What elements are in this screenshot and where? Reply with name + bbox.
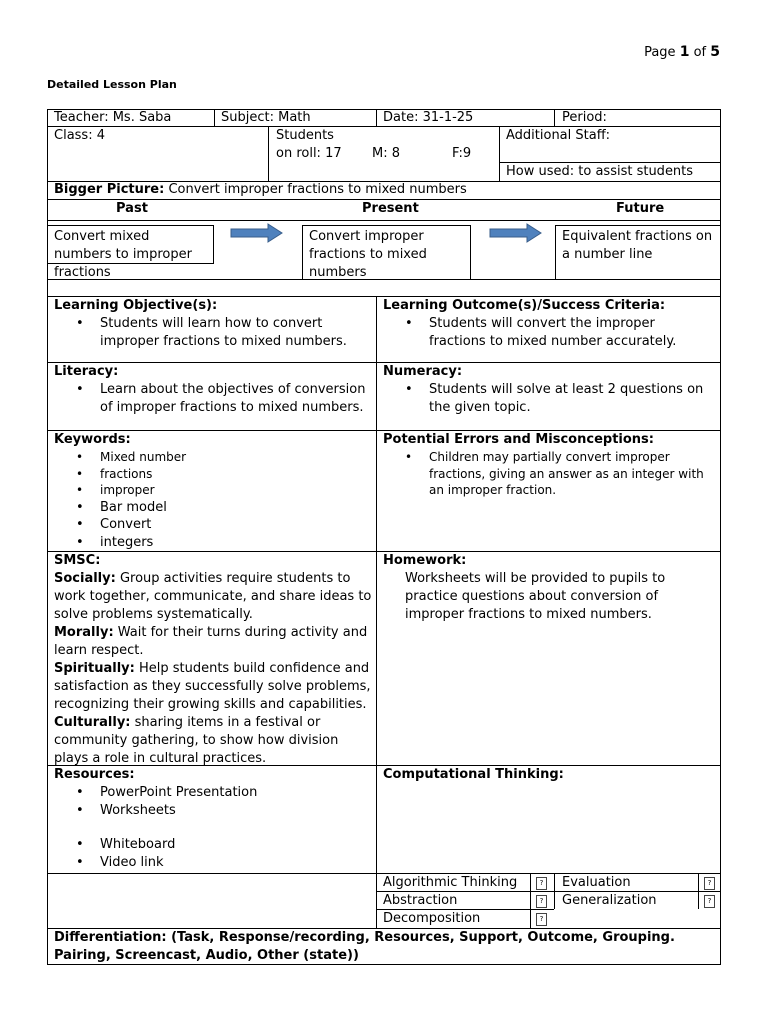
resources-heading: Resources: bbox=[54, 767, 135, 782]
subject-cell: Subject: Math bbox=[221, 110, 311, 125]
decomposition-checkbox[interactable]: ? bbox=[536, 913, 547, 926]
keyword-item: • Convert bbox=[54, 516, 372, 534]
learning-outcomes-heading: Learning Outcome(s)/Success Criteria: bbox=[383, 298, 666, 313]
future-box: Equivalent fractions on a number line bbox=[555, 225, 721, 280]
resources-cell bbox=[54, 766, 372, 872]
future-label: Future bbox=[616, 201, 665, 216]
generalization-checkbox[interactable]: ? bbox=[704, 895, 715, 908]
computational-heading: Computational Thinking: bbox=[383, 767, 564, 782]
homework-cell bbox=[383, 552, 715, 624]
abstraction-checkbox[interactable]: ? bbox=[536, 895, 547, 908]
error-item: • Children may partially convert improper fractions, giving an answer as an integer with an improper fraction. bbox=[383, 449, 715, 499]
smsc-socially-text: Group activities require students to work together, communicate, and share ideas to solve problems systematically. bbox=[54, 571, 372, 622]
bigger-picture-row bbox=[54, 181, 467, 199]
keyword-item: • fractions bbox=[54, 466, 372, 483]
smsc-morally-label: Morally: bbox=[54, 625, 114, 640]
smsc-spiritually-label: Spiritually: bbox=[54, 661, 135, 676]
learning-objective-item: • Students will learn how to convert improper fractions to mixed numbers. bbox=[54, 315, 372, 351]
page-of: of bbox=[693, 45, 707, 60]
resource-item: • Video link bbox=[54, 854, 372, 872]
errors-cell bbox=[383, 431, 715, 499]
numeracy-item: • Students will solve at least 2 questions on the given topic. bbox=[383, 381, 715, 417]
homework-text: Worksheets will be provided to pupils to practice questions about conversion of improper fractions to mixed numbers. bbox=[405, 571, 666, 622]
keyword-item: • integers bbox=[54, 534, 372, 552]
differentiation-cell: Differentiation: (Task, Response/recording, Resources, Support, Outcome, Grouping. Pairing, Screencast, Audio, Other (state)) bbox=[54, 930, 675, 963]
algorithmic-thinking-label: Algorithmic Thinking bbox=[383, 875, 518, 890]
teacher-cell: Teacher: Ms. Saba bbox=[54, 110, 172, 125]
smsc-culturally-label: Culturally: bbox=[54, 715, 131, 730]
smsc-spiritually bbox=[54, 660, 372, 714]
period-cell: Period: bbox=[562, 110, 607, 125]
students-on-roll-label-1: Students bbox=[276, 128, 334, 143]
page-total: 5 bbox=[710, 44, 720, 60]
page-label: Page bbox=[644, 45, 676, 60]
learning-objectives-cell bbox=[54, 297, 372, 351]
keyword-item: • Mixed number bbox=[54, 449, 372, 466]
resource-item: • Worksheets bbox=[54, 802, 372, 820]
present-label: Present bbox=[362, 201, 419, 216]
arrow-right-icon-2 bbox=[489, 223, 543, 243]
present-box: Convert improper fractions to mixed numbers bbox=[302, 225, 471, 280]
evaluation-label: Evaluation bbox=[562, 875, 631, 890]
keywords-heading: Keywords: bbox=[54, 432, 131, 447]
class-cell: Class: 4 bbox=[54, 128, 105, 143]
numeracy-heading: Numeracy: bbox=[383, 364, 463, 379]
smsc-socially bbox=[54, 570, 372, 624]
decomposition-label: Decomposition bbox=[383, 911, 481, 926]
page-number bbox=[644, 44, 720, 60]
bigger-picture-label: Bigger Picture: bbox=[54, 182, 165, 197]
learning-outcomes-cell bbox=[383, 297, 715, 351]
literacy-item: • Learn about the objectives of conversion of improper fractions to mixed numbers. bbox=[54, 381, 372, 417]
errors-heading: Potential Errors and Misconceptions: bbox=[383, 432, 654, 447]
arrow-right-icon-1 bbox=[230, 223, 284, 243]
smsc-heading: SMSC: bbox=[54, 553, 101, 568]
resource-item: • Whiteboard bbox=[54, 836, 372, 854]
keyword-item: • improper bbox=[54, 482, 372, 499]
document-title: Detailed Lesson Plan bbox=[47, 78, 177, 91]
literacy-heading: Literacy: bbox=[54, 364, 119, 379]
learning-objectives-heading: Learning Objective(s): bbox=[54, 298, 218, 313]
students-on-roll-label-2: on roll: 17 bbox=[276, 146, 342, 161]
smsc-cell bbox=[54, 552, 372, 768]
keyword-item: • Bar model bbox=[54, 499, 372, 517]
evaluation-checkbox[interactable]: ? bbox=[704, 877, 715, 890]
smsc-socially-label: Socially: bbox=[54, 571, 116, 586]
how-used-cell: How used: to assist students bbox=[506, 164, 694, 179]
homework-heading: Homework: bbox=[383, 553, 467, 568]
female-count: F:9 bbox=[452, 146, 472, 161]
smsc-morally-text: Wait for their turns during activity and learn respect. bbox=[54, 625, 368, 658]
resource-item: • PowerPoint Presentation bbox=[54, 784, 372, 802]
abstraction-label: Abstraction bbox=[383, 893, 458, 908]
past-box: Convert mixed numbers to improper fractions bbox=[47, 225, 214, 264]
date-cell: Date: 31-1-25 bbox=[383, 110, 474, 125]
smsc-spiritually-text: Help students build confidence and satisfaction as they successfully solve problems, recognizing their growing skills and capabilities. bbox=[54, 661, 371, 712]
bigger-picture-text: Convert improper fractions to mixed numbers bbox=[164, 182, 467, 197]
past-label: Past bbox=[116, 201, 148, 216]
male-count: M: 8 bbox=[372, 146, 400, 161]
additional-staff-cell: Additional Staff: bbox=[506, 128, 611, 143]
literacy-cell bbox=[54, 363, 372, 417]
page-current: 1 bbox=[679, 44, 690, 60]
generalization-label: Generalization bbox=[562, 893, 657, 908]
learning-outcome-item: • Students will convert the improper fractions to mixed number accurately. bbox=[383, 315, 715, 351]
keywords-cell bbox=[54, 431, 372, 551]
numeracy-cell bbox=[383, 363, 715, 417]
smsc-culturally-text: sharing items in a festival or community gathering, to show how division plays a role in cultural practices. bbox=[54, 715, 339, 766]
algorithmic-thinking-checkbox[interactable]: ? bbox=[536, 877, 547, 890]
smsc-culturally bbox=[54, 714, 372, 768]
smsc-morally bbox=[54, 624, 372, 660]
